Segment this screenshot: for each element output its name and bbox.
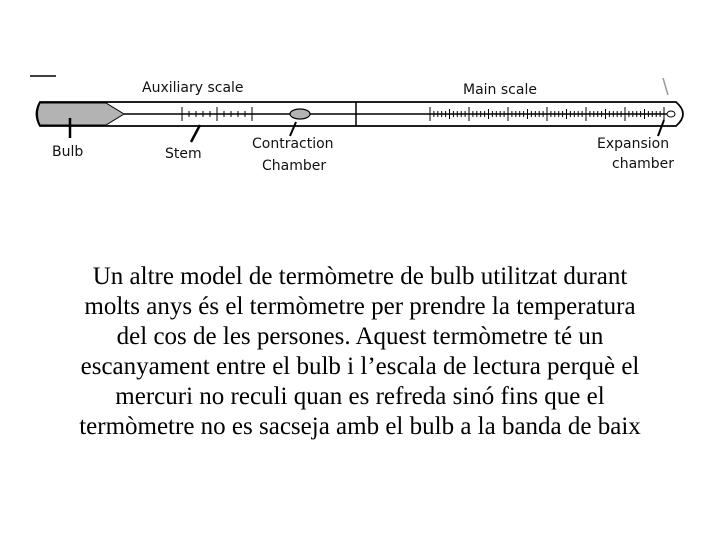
caption-line: del cos de les persones. Aquest termòmetre té un <box>116 323 604 350</box>
caption-line: molts anys és el termòmetre per prendre la temperatura <box>84 293 636 320</box>
expansion-label-line1: Expansion <box>597 136 670 152</box>
bulb-shape <box>38 103 125 125</box>
auxiliary-scale-label: Auxiliary scale <box>142 80 244 96</box>
caption-line: termòmetre no es sacseja amb el bulb a la banda de baix <box>79 413 641 440</box>
caption-line: Un altre model de termòmetre de bulb utilitzat durant <box>92 263 628 290</box>
thermometer-diagram <box>0 0 720 200</box>
contraction-label-line1: Contraction <box>252 136 334 152</box>
stem-pointer <box>191 125 200 142</box>
caption-line: mercuri no reculi quan es refreda sinó fins que el <box>115 383 605 410</box>
caption-text <box>30 262 690 442</box>
main-scale-label: Main scale <box>463 82 537 98</box>
bulb-label: Bulb <box>52 144 84 160</box>
expansion-chamber-shape <box>667 111 675 117</box>
corner-mark-right <box>663 78 668 95</box>
stem-label: Stem <box>165 146 202 162</box>
contraction-label-line2: Chamber <box>262 158 327 174</box>
caption-line: escanyament entre el bulb i l’escala de lectura perquè el <box>80 353 640 380</box>
expansion-label-line2: chamber <box>612 156 675 172</box>
contraction-chamber-shape <box>290 109 310 119</box>
